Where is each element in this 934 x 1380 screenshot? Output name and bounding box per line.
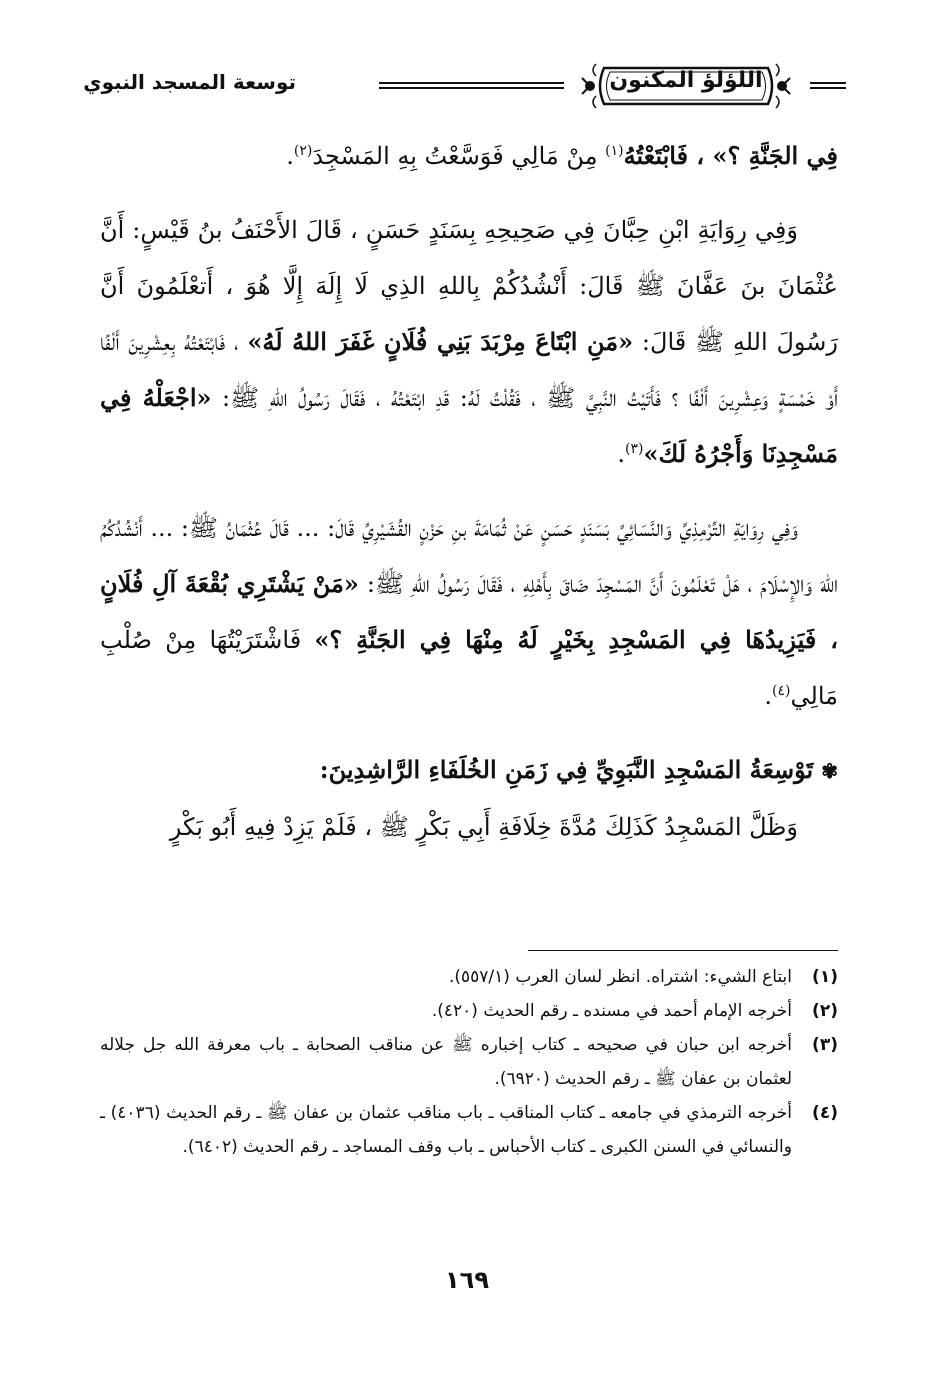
footnote-number: (٣) (812, 1035, 838, 1055)
footnote-number: (٤) (812, 1103, 838, 1123)
p1-text-end: . (286, 142, 294, 170)
paragraph-4 (100, 799, 838, 855)
flower-ornament-icon: ✾ (821, 759, 838, 783)
p3-text-a: وَفِي رِوَايَةِ التِّرْمِذِيِّ وَالنَّسَائِيِّ بَسَنَدٍ حَسَنٍ عَنْ ثُمَامَةَ بنِ حَزْنٍ القُشَيْرِيِّ قَالَ: ... قَالَ عُثْمَانُ ﷺ: ... أَنْشُدُكُمُ اللهَ وَالإِسْلَامَ ، هَلْ تَعْلَمُونَ أَنَّ المَسْجِدَ ضَاقَ بِأَهْلِهِ ، فَقَالَ رَسُولُ اللهِ ﷺ: (100, 514, 839, 598)
p3-hadith-quote: «مَنْ يَشْتَرِي بُقْعَةَ آلِ فُلَانٍ ، فَيَزِيدُهَا فِي المَسْجِدِ بِخَيْرٍ لَهُ مِنْهَا فِي الجَنَّةِ ؟» (100, 569, 839, 654)
footnote-1 (100, 960, 838, 994)
p2-hadith-quote-2: «اجْعَلْهُ فِي مَسْجِدِنَا وَأَجْرُهُ لَكَ» (100, 383, 838, 468)
footnote-separator (528, 950, 838, 951)
paragraph-1 (100, 128, 838, 184)
footnote-2 (100, 994, 838, 1028)
header-rule-right (810, 82, 846, 89)
footnote-text: أخرجه الإمام أحمد في مسنده ـ رقم الحديث (٤٢٠). (431, 1001, 792, 1021)
footnote-ref-1[interactable]: (١) (605, 143, 624, 159)
p2-hadith-quote-1: «مَنِ ابْتَاعَ مِرْبَدَ بَنِي فُلَانٍ غَفَرَ اللهُ لَهُ» (247, 327, 634, 356)
p2-text-end: . (617, 440, 626, 468)
ornamental-title-frame (576, 56, 796, 116)
footnote-4 (100, 1096, 838, 1164)
footnote-text: أخرجه ابن حبان في صحيحه ـ كتاب إخباره ﷺ عن مناقب الصحابة ـ باب معرفة الله جل جلاله لعثمان بن عفان ﷺ ـ رقم الحديث (٦٩٢٠). (100, 1035, 792, 1089)
footnote-ref-4[interactable]: (٤) (772, 683, 791, 699)
book-title: اللؤلؤ المكنون (609, 68, 763, 93)
footnote-text: أخرجه الترمذي في جامعه ـ كتاب المناقب ـ باب مناقب عثمان بن عفان ﷺ ـ رقم الحديث (٤٠٣٦) ـ والنسائي في السنن الكبرى ـ كتاب الأحباس ـ باب وقف المساجد ـ رقم الحديث (٦٤٠٢). (100, 1103, 792, 1157)
footnote-number: (١) (812, 967, 838, 987)
footnotes (100, 960, 838, 1164)
footnote-ref-3[interactable]: (٣) (625, 441, 644, 457)
p1-text-mid: مِنْ مَالِي فَوَسَّعْتُ بِهِ المَسْجِدَ (312, 142, 606, 170)
p3-text-end: . (764, 682, 773, 710)
footnote-text: ابتاع الشيء: اشتراه. انظر لسان العرب (٥٥٧/١). (448, 967, 792, 987)
chapter-title: توسعة المسجد النبوي (83, 70, 296, 94)
running-header (76, 52, 846, 124)
paragraph-3 (100, 500, 838, 724)
p1-text-start: فِي الجَنَّةِ ؟» ، فَابْتَعْتُهُ (623, 141, 838, 170)
footnote-number: (٢) (812, 1001, 838, 1021)
p3-text-c: فَاشْتَرَيْتُهَا مِنْ صُلْبِ مَالِي (100, 626, 838, 710)
header-rule-middle (379, 82, 564, 89)
section-heading (100, 742, 838, 799)
page-number: ١٦٩ (445, 1266, 489, 1294)
p2-text-a: وَفِي رِوَايَةِ ابْنِ حِبَّانَ فِي صَحِيحِهِ بِسَنَدٍ حَسَنٍ ، قَالَ الأَحْنَفُ بنُ قَيْسٍ: أَنَّ عُثْمَانَ بنَ عَفَّانَ ﷺ قَالَ: أَنْشُدُكُمْ بِاللهِ الذِي لَا إِلَهَ إِلَّا هُوَ ، أَتعْلَمُونَ أَنَّ رَسُولَ اللهِ ﷺ قَالَ: (100, 216, 838, 356)
section-heading-text: تَوْسِعَةُ المَسْجِدِ النَّبَوِيِّ فِي زَمَنِ الخُلَفَاءِ الرَّاشِدِينَ: (319, 755, 814, 784)
p2-text-c: ، فَابْتَعْتُهُ بِعِشْرِينَ أَلْفًا أَوْ خَمْسَةٍ وَعِشْرِينَ أَلْفًا ؟ فَأَتَيْتُ النَّبِيَّ ﷺ ، فَقُلْتُ لَهُ: قَدِ ابْتَعْتُهُ ، فَقَالَ رَسُولُ اللهِ ﷺ: (100, 328, 838, 412)
footnote-3 (100, 1028, 838, 1096)
main-text (100, 128, 838, 855)
paragraph-2 (100, 202, 838, 482)
footnote-ref-2[interactable]: (٢) (293, 143, 313, 159)
p4-text: وَظَلَّ المَسْجِدُ كَذَلِكَ مُدَّةَ خِلَافَةِ أَبِي بَكْرٍ ﷺ ، فَلَمْ يَزِدْ فِيهِ أَبُو بَكْرٍ (169, 813, 798, 841)
